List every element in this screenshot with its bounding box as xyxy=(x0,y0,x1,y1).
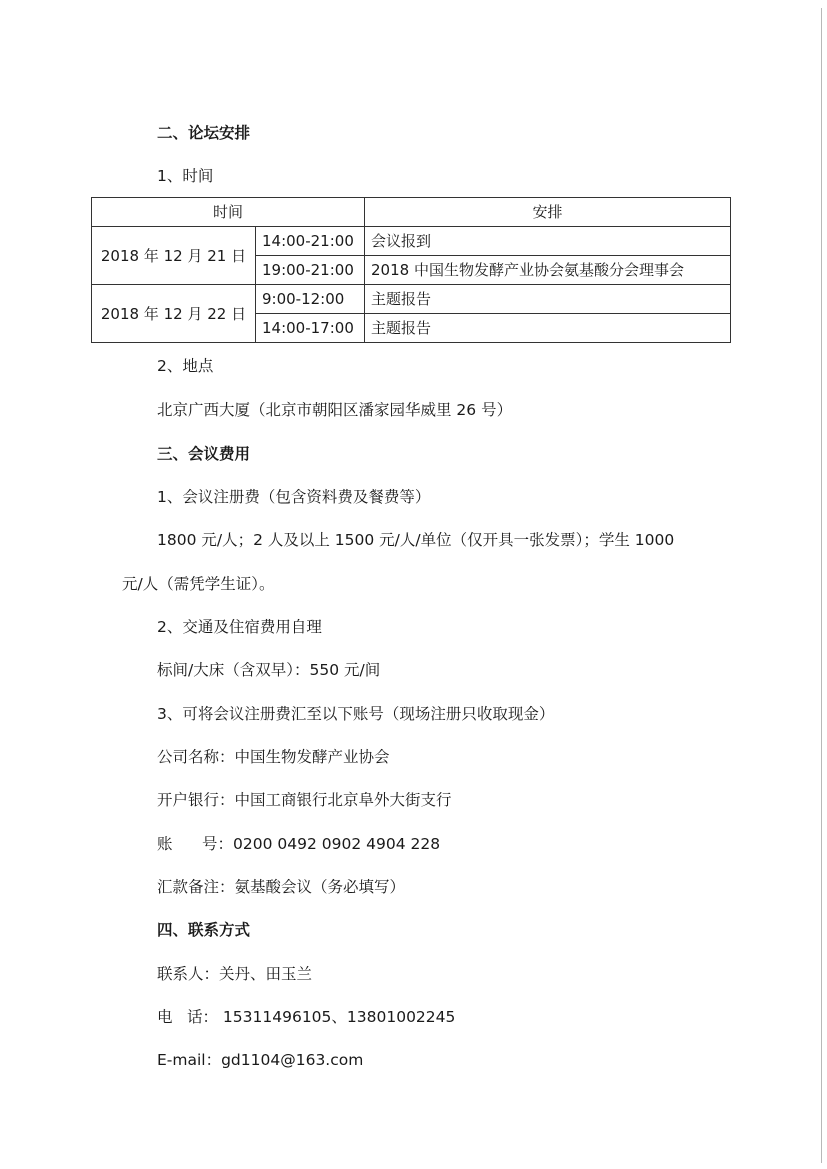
fee-text-line-2: 元/人（需凭学生证）。 xyxy=(122,575,275,593)
table-header-row xyxy=(92,198,731,227)
contact-persons: 联系人：关丹、田玉兰 xyxy=(157,965,313,983)
date-cell: 2018 年 12 月 22 日 xyxy=(92,285,256,343)
table-row xyxy=(92,285,731,314)
header-arrangement: 安排 xyxy=(365,198,731,227)
time-cell: 14:00-17:00 xyxy=(256,314,365,343)
scan-edge-line xyxy=(821,8,822,1163)
lodging-subheading: 2、交通及住宿费用自理 xyxy=(157,618,322,636)
time-cell: 14:00-21:00 xyxy=(256,227,365,256)
account-label: 账 xyxy=(157,835,173,853)
bank-name: 开户银行：中国工商银行北京阜外大街支行 xyxy=(157,791,452,809)
header-time: 时间 xyxy=(92,198,365,227)
time-cell: 19:00-21:00 xyxy=(256,256,365,285)
phone-numbers: 话： 15311496105、13801002245 xyxy=(187,1008,456,1026)
section-3-heading: 三、会议费用 xyxy=(157,445,251,463)
section-2-heading: 二、论坛安排 xyxy=(157,124,251,142)
table-row xyxy=(92,227,731,256)
lodging-text: 标间/大床（含双早）：550 元/间 xyxy=(157,661,381,679)
time-subheading: 1、时间 xyxy=(157,167,214,185)
date-cell: 2018 年 12 月 21 日 xyxy=(92,227,256,285)
email-address: E-mail：gd1104@163.com xyxy=(157,1051,364,1069)
item-cell: 2018 中国生物发酵产业协会氨基酸分会理事会 xyxy=(365,256,731,285)
fee-subheading: 1、会议注册费（包含资料费及餐费等） xyxy=(157,488,431,506)
item-cell: 主题报告 xyxy=(365,285,731,314)
item-cell: 会议报到 xyxy=(365,227,731,256)
fee-text-line-1: 1800 元/人；2 人及以上 1500 元/人/单位（仅开具一张发票）；学生 1000 xyxy=(157,531,675,549)
company-name: 公司名称：中国生物发酵产业协会 xyxy=(157,748,390,766)
phone-label: 电 xyxy=(157,1008,173,1026)
item-cell: 主题报告 xyxy=(365,314,731,343)
place-subheading: 2、地点 xyxy=(157,357,214,375)
account-number: 号：0200 0492 0902 4904 228 xyxy=(202,835,441,853)
schedule-table xyxy=(91,197,731,343)
place-text: 北京广西大厦（北京市朝阳区潘家园华威里 26 号） xyxy=(157,401,513,419)
remittance-remark: 汇款备注：氨基酸会议（务必填写） xyxy=(157,878,406,896)
time-cell: 9:00-12:00 xyxy=(256,285,365,314)
section-4-heading: 四、联系方式 xyxy=(157,921,251,939)
account-subheading: 3、可将会议注册费汇至以下账号（现场注册只收取现金） xyxy=(157,705,555,723)
